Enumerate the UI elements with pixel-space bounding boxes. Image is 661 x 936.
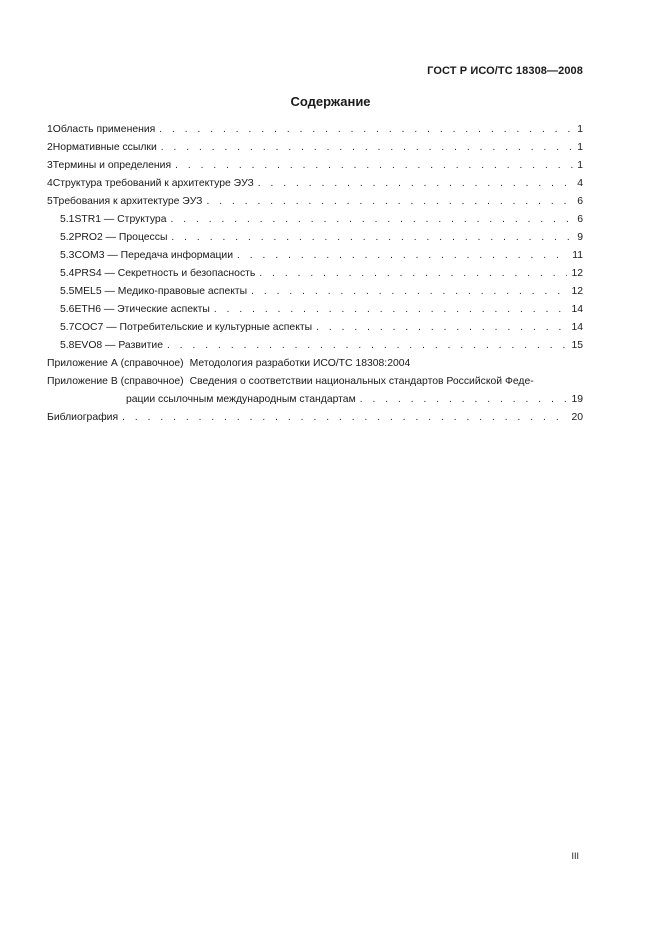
- toc-appendix-a[interactable]: [47, 355, 583, 373]
- leader-dots: [161, 139, 573, 157]
- leader-dots: [316, 319, 567, 337]
- table-of-contents: [47, 121, 583, 427]
- leader-dots: [214, 301, 568, 319]
- appendix-title: Методология разработки ИСО/ТС 18308:2004: [189, 358, 411, 369]
- toc-entry-number: 5: [47, 196, 53, 207]
- toc-entry-number: 5.8: [60, 340, 75, 351]
- toc-entry-label: STR1 — Структура: [74, 214, 167, 225]
- toc-appendix-b[interactable]: [47, 373, 583, 391]
- toc-subentry-5-7[interactable]: [47, 319, 583, 337]
- toc-entry-page: 1: [577, 142, 583, 153]
- toc-subentry-5-8[interactable]: [47, 337, 583, 355]
- page-title: Содержание: [290, 94, 371, 109]
- toc-entry-label: Термины и определения: [52, 160, 172, 171]
- leader-dots: [258, 175, 573, 193]
- leader-dots: [237, 247, 568, 265]
- toc-entry-number: 5.2: [60, 232, 75, 243]
- leader-dots: [251, 283, 567, 301]
- toc-entry-page: 14: [571, 304, 583, 315]
- toc-subentry-5-6[interactable]: [47, 301, 583, 319]
- toc-entry-label: PRS4 — Секретность и безопасность: [74, 268, 256, 279]
- leader-dots: [259, 265, 567, 283]
- page-number: III: [571, 851, 579, 861]
- leader-dots: [360, 391, 568, 409]
- toc-entry-page: 12: [571, 268, 583, 279]
- toc-subentry-5-5[interactable]: [47, 283, 583, 301]
- toc-entry-label: EVO8 — Развитие: [74, 340, 164, 351]
- toc-entry-number: 5.5: [60, 286, 75, 297]
- toc-subentry-5-3[interactable]: [47, 247, 583, 265]
- toc-entry-page: 14: [571, 322, 583, 333]
- leader-dots: [206, 193, 573, 211]
- toc-entry-3[interactable]: [47, 157, 583, 175]
- toc-entry-page: 20: [571, 412, 583, 423]
- toc-entry-page: 19: [571, 394, 583, 405]
- toc-entry-4[interactable]: [47, 175, 583, 193]
- toc-entry-number: 5.4: [60, 268, 75, 279]
- leader-dots: [170, 211, 573, 229]
- toc-subentry-5-4[interactable]: [47, 265, 583, 283]
- appendix-prefix: Приложение В (справочное): [47, 376, 184, 387]
- toc-entry-number: 3: [47, 160, 53, 171]
- toc-entry-page: 6: [577, 214, 583, 225]
- toc-entry-number: 4: [47, 178, 53, 189]
- toc-entry-page: 1: [577, 124, 583, 135]
- leader-dots: [159, 121, 573, 139]
- toc-entry-page: 12: [571, 286, 583, 297]
- toc-entry-label: Библиография: [47, 412, 119, 423]
- toc-entry-label: Нормативные ссылки: [52, 142, 157, 153]
- leader-dots: [167, 337, 567, 355]
- toc-entry-page: 9: [577, 232, 583, 243]
- toc-entry-number: 2: [47, 142, 53, 153]
- toc-entry-number: 5.7: [60, 322, 75, 333]
- toc-appendix-b-continuation[interactable]: [47, 391, 583, 409]
- toc-entry-page: 1: [577, 160, 583, 171]
- toc-entry-number: 1: [47, 124, 53, 135]
- toc-entry-5[interactable]: [47, 193, 583, 211]
- appendix-prefix: Приложение А (справочное): [47, 358, 184, 369]
- toc-entry-label: COC7 — Потребительские и культурные аспекты: [74, 322, 313, 333]
- toc-entry-label: Структура требований к архитектуре ЭУЗ: [52, 178, 254, 189]
- toc-entry-label: Требования к архитектуре ЭУЗ: [52, 196, 203, 207]
- toc-subentry-5-1[interactable]: [47, 211, 583, 229]
- toc-entry-page: 6: [577, 196, 583, 207]
- appendix-title: Сведения о соответствии национальных стандартов Российской Феде-: [189, 376, 534, 387]
- toc-entry-number: 5.6: [60, 304, 75, 315]
- toc-entry-label: MEL5 — Медико-правовые аспекты: [74, 286, 248, 297]
- leader-dots: [175, 157, 573, 175]
- toc-entry-page: 15: [571, 340, 583, 351]
- leader-dots: [171, 229, 573, 247]
- toc-entry-page: 11: [572, 250, 583, 261]
- toc-entry-label: Область применения: [52, 124, 156, 135]
- toc-entry-number: 5.1: [60, 214, 75, 225]
- toc-bibliography[interactable]: [47, 409, 583, 427]
- toc-entry-label: ETH6 — Этические аспекты: [74, 304, 210, 315]
- leader-dots: [122, 409, 567, 427]
- toc-entry-label: COM3 — Передача информации: [74, 250, 234, 261]
- appendix-title-continuation: рации ссылочным международным стандартам: [126, 394, 356, 405]
- document-code: ГОСТ Р ИСО/ТС 18308—2008: [427, 65, 583, 77]
- toc-subentry-5-2[interactable]: [47, 229, 583, 247]
- toc-entry-1[interactable]: [47, 121, 583, 139]
- toc-entry-2[interactable]: [47, 139, 583, 157]
- toc-entry-page: 4: [577, 178, 583, 189]
- toc-entry-number: 5.3: [60, 250, 75, 261]
- toc-entry-label: PRO2 — Процессы: [74, 232, 168, 243]
